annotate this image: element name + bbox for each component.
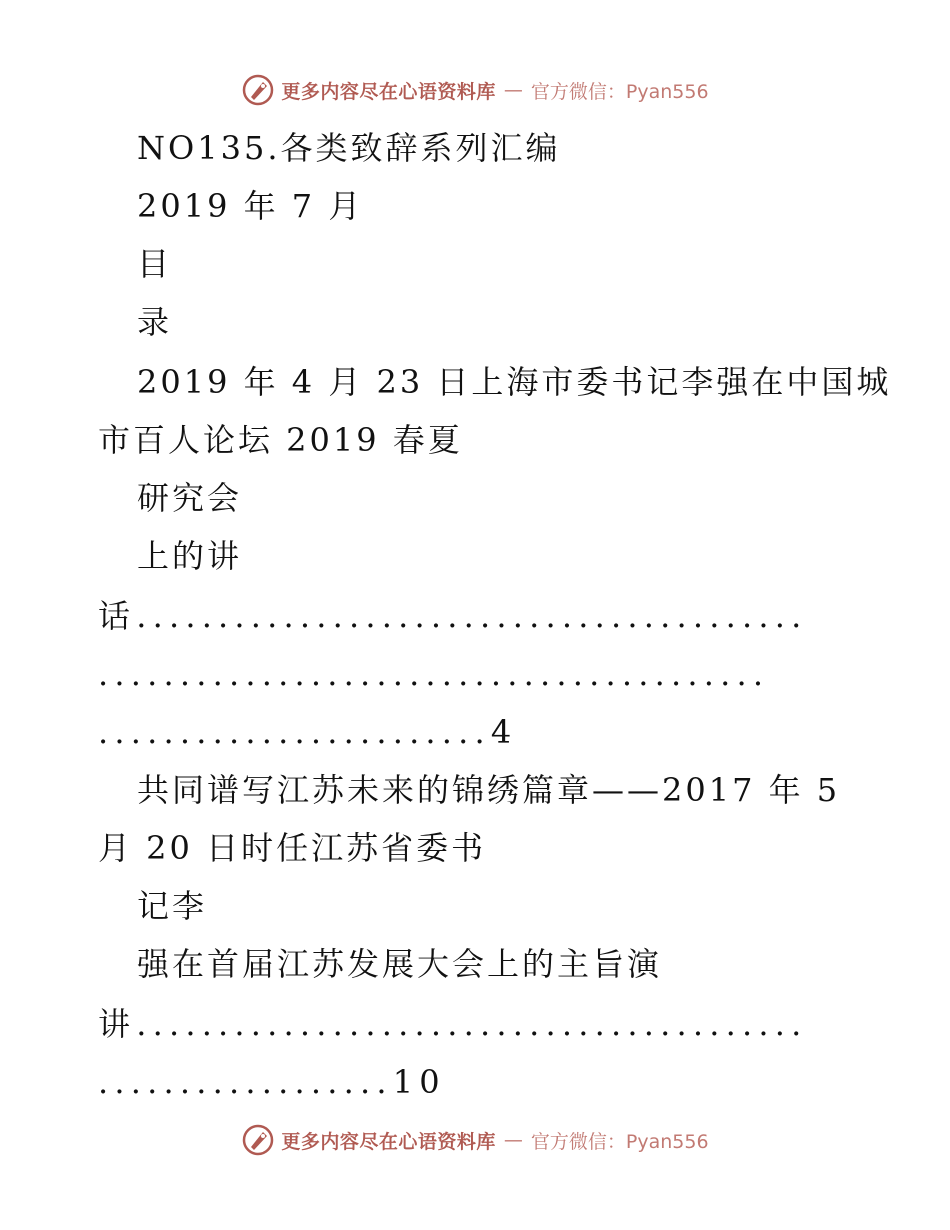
toc-heading-part1: 目 (137, 245, 173, 283)
header-banner (0, 70, 950, 110)
toc-entry-2-leader-1: 讲......................................... (98, 1005, 808, 1043)
pen-nib-logo-icon (241, 73, 275, 107)
banner-contact: 官方微信：Pyan556 (530, 1130, 709, 1153)
toc-entry-1-line-4: 上的讲 (137, 537, 243, 575)
toc-entry-2-line-3: 记李 (137, 887, 208, 925)
toc-entry-1-leader-2: ......................................... (98, 655, 770, 693)
banner-dash: — (503, 79, 523, 101)
toc-entry-2-line-4: 强在首届江苏发展大会上的主旨演 (137, 945, 663, 983)
banner-contact: 官方微信：Pyan556 (530, 80, 709, 103)
banner-main-text: 更多内容尽在心语资料库 (281, 80, 496, 103)
toc-entry-2-page: ..................10 (98, 1063, 446, 1101)
toc-entry-1-page: ........................4 (98, 713, 518, 751)
banner-dash: — (503, 1129, 523, 1151)
toc-heading-part2: 录 (137, 303, 173, 341)
toc-entry-2-line-1: 共同谱写江苏未来的锦绣篇章——2017 年 5 (137, 771, 841, 809)
footer-banner (0, 1120, 950, 1160)
pen-nib-logo-icon (241, 1123, 275, 1157)
doc-title: NO135.各类致辞系列汇编 (137, 129, 561, 167)
toc-entry-1-line-1: 2019 年 4 月 23 日上海市委书记李强在中国城 (137, 363, 892, 401)
banner-main-text: 更多内容尽在心语资料库 (281, 1130, 496, 1153)
toc-entry-2-line-2: 月 20 日时任江苏省委书 (98, 829, 487, 867)
toc-entry-1-line-3: 研究会 (137, 479, 243, 517)
toc-entry-1-line-2: 市百人论坛 2019 春夏 (98, 421, 463, 459)
toc-entry-1-leader-1: 话......................................... (98, 597, 808, 635)
doc-date: 2019 年 7 月 (137, 187, 364, 225)
